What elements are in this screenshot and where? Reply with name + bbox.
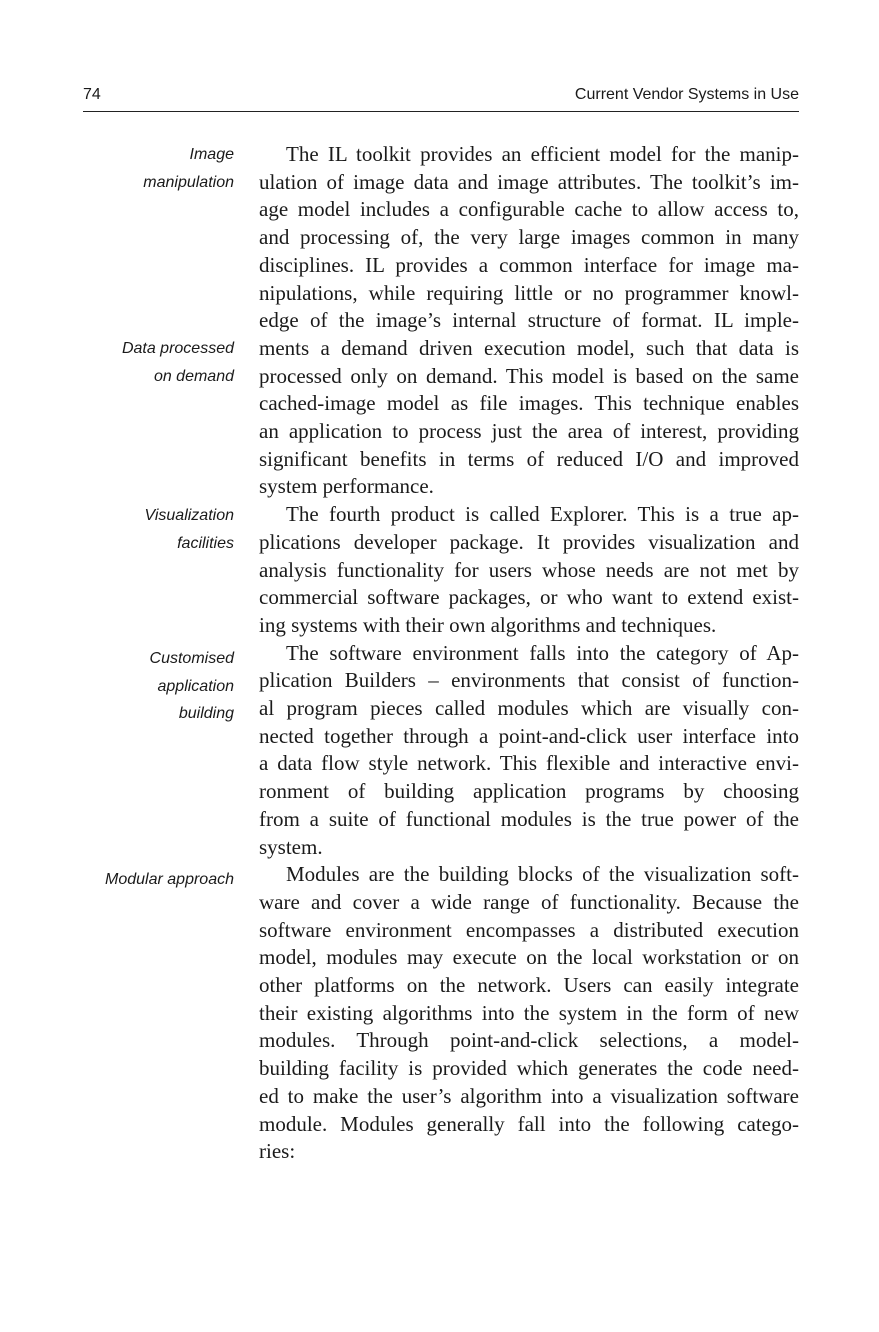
body-line: an application to process just the area of interest, providing: [259, 419, 799, 443]
body-line: nected together through a point-and-click user interface into: [259, 723, 799, 748]
body-line: other platforms on the network. Users can easily integrate: [259, 973, 799, 997]
margin-note-modular-approach: Modular approach: [105, 871, 234, 888]
body-line: their existing algorithms into the system in the form of new: [259, 1000, 799, 1025]
body-line: ries:: [259, 1139, 296, 1164]
body-line: The fourth product is called Explorer. This is a true ap-: [286, 502, 799, 527]
body-line: and processing of, the very large images common in many: [259, 225, 799, 250]
running-head-title: Current Vendor Systems in Use: [574, 86, 799, 103]
page-number: 74: [83, 86, 101, 103]
body-line: Modules are the building blocks of the visualization soft-: [286, 862, 799, 887]
body-line: ronment of building application programs by choosing: [259, 779, 799, 804]
margin-note-data-processed: Data processed on demand: [121, 340, 234, 385]
body-line: ware and cover a wide range of functionality. Because the: [259, 889, 799, 914]
body-line: significant benefits in terms of reduced I/O and improved: [259, 446, 799, 471]
body-line: ed to make the user’s algorithm into a visualization software: [259, 1083, 799, 1108]
body-line: module. Modules generally fall into the following catego-: [259, 1111, 799, 1136]
body-line: ulation of image data and image attributes. The toolkit’s im-: [259, 169, 799, 194]
body-line: from a suite of functional modules is the true power of the: [259, 806, 799, 831]
body-line: commercial software packages, or who want to extend exist-: [259, 585, 799, 610]
body-line: disciplines. IL provides a common interface for image ma-: [259, 252, 799, 277]
body-line: nipulations, while requiring little or no programmer knowl-: [259, 280, 799, 305]
margin-note-image-manipulation: Image manipulation: [143, 146, 234, 191]
body-line: plication Builders – environments that consist of function-: [259, 668, 799, 693]
body-line: modules. Through point-and-click selections, a model-: [259, 1028, 799, 1053]
body-line: model, modules may execute on the local workstation or on: [259, 945, 799, 970]
header-rule: [83, 111, 799, 112]
body-line: edge of the image’s internal structure of format. IL imple-: [259, 308, 799, 333]
body-line: The software environment falls into the category of Ap-: [286, 640, 799, 665]
body-line: plications developer package. It provides visualization and: [259, 529, 799, 554]
running-header: [83, 86, 799, 108]
body-line: building facility is provided which generates the code need-: [259, 1056, 799, 1081]
body-line: The IL toolkit provides an efficient model for the manip-: [286, 142, 799, 166]
body-line: analysis functionality for users whose needs are not met by: [259, 557, 799, 582]
margin-note-customised-application: Customised application building: [149, 650, 234, 723]
body-line: system.: [259, 834, 323, 859]
body-line: software environment encompasses a distributed execution: [259, 917, 799, 942]
body-line: al program pieces called modules which are visually con-: [259, 696, 799, 720]
body-line: age model includes a configurable cache to allow access to,: [259, 197, 799, 222]
body-line: ing systems with their own algorithms and techniques.: [259, 612, 717, 637]
body-line: processed only on demand. This model is based on the same: [259, 363, 799, 388]
margin-note-visualization-facilities: Visualization facilities: [144, 507, 234, 552]
body-line: ments a demand driven execution model, such that data is: [259, 335, 799, 360]
body-line: system performance.: [259, 474, 434, 499]
body-line: cached-image model as file images. This technique enables: [259, 391, 799, 416]
body-line: a data flow style network. This flexible and interactive envi-: [259, 751, 799, 776]
